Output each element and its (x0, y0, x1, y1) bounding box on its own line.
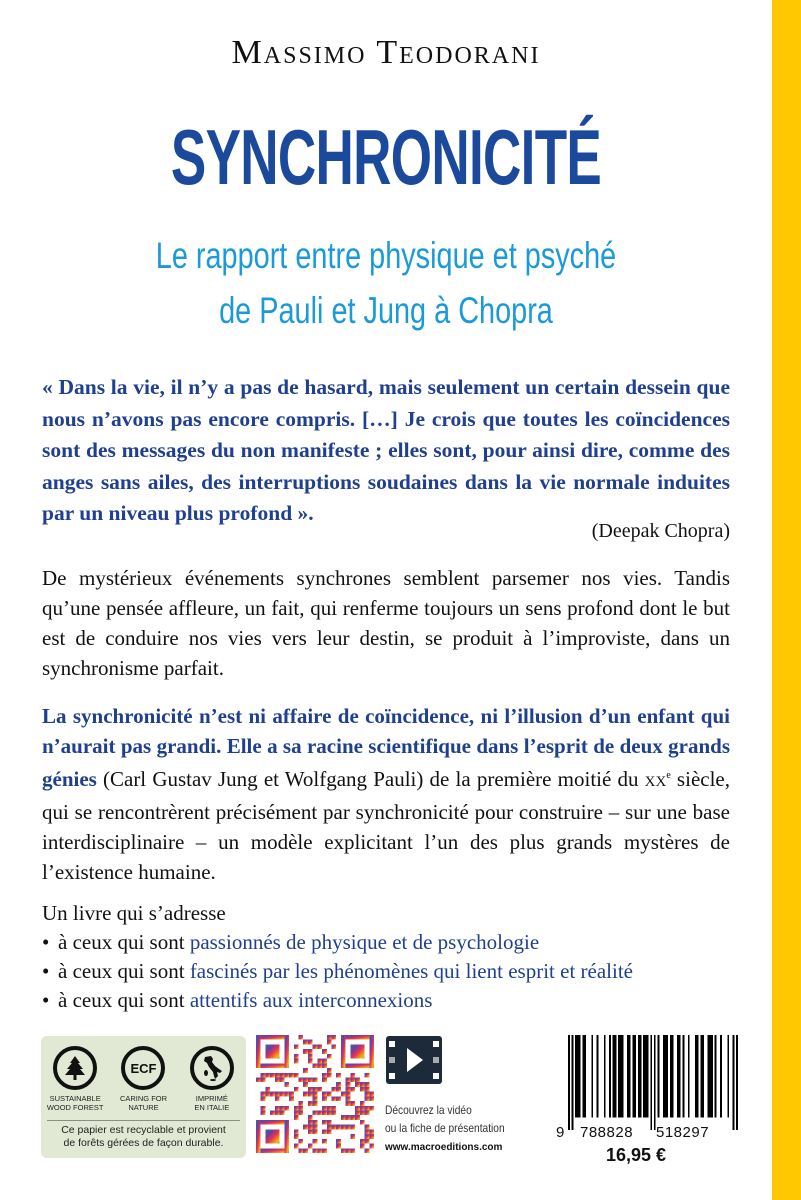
barcode-bar (697, 1035, 699, 1117)
barcode-bar (663, 1035, 665, 1117)
barcode-bar (575, 1035, 577, 1117)
list-item (42, 928, 742, 957)
barcode-bar (720, 1035, 722, 1117)
divider (47, 1120, 240, 1121)
video-caption-line-2: ou la fiche de présentation (385, 1121, 505, 1135)
eco-text-line-1: Ce papier est recyclable et provient (61, 1124, 226, 1136)
barcode-bar (709, 1035, 711, 1117)
barcode-bar (695, 1035, 697, 1117)
bullet-icon: • (42, 959, 50, 983)
barcode-bar (657, 1035, 659, 1117)
isbn-group-1: 788828 (580, 1124, 634, 1141)
barcode-bar (604, 1035, 606, 1117)
barcode-bar (591, 1035, 593, 1117)
barcode-bar (597, 1035, 599, 1117)
price-label: 16,95 € (606, 1145, 667, 1165)
barcode-bar (615, 1035, 617, 1117)
barcode-bar (579, 1035, 581, 1117)
italy-map-icon (190, 1046, 234, 1090)
epigraph-quote: « Dans la vie, il n’y a pas de hasard, mais seulement un certain dessein que nous n’avons pas encore compris. […] Je crois que toutes les coïncidences sont des messages du non manifeste ; elles sont, pour ainsi dire, comme des anges sans ailes, des interruptions soudaines dans la vie normale induites par un niveau plus profond ». (42, 375, 730, 525)
audience-list (42, 899, 742, 1015)
eco-badge-ecf (112, 1046, 174, 1112)
list-item-highlight: passionnés de physique et de psychologie (189, 930, 540, 954)
eco-label: CARING FOR (119, 1094, 168, 1103)
publisher-url[interactable]: www.macroeditions.com (385, 1142, 503, 1153)
barcode-bar (647, 1035, 649, 1117)
description-paragraph-2 (42, 701, 730, 887)
list-item-highlight: attentifs aux interconnexions (189, 988, 433, 1012)
barcode-bar (650, 1035, 652, 1130)
spine-color-band (772, 0, 801, 1200)
subtitle-line-1: Le rapport entre physique et psyché (155, 235, 617, 276)
barcode-bar (708, 1035, 710, 1117)
barcode-bar (672, 1035, 674, 1117)
paragraph-2-highlight: La synchronicité n’est ni affaire de coïncidence, ni l’illusion d’un enfant qui n’aurait pas grandi. Elle a sa racine scientifique dans l’esprit de deux grands génies (42, 704, 730, 791)
isbn-lead-digit: 9 (556, 1124, 565, 1141)
barcode-bar (715, 1035, 717, 1117)
barcode-bar (577, 1035, 579, 1117)
paragraph-2-text: (Carl Gustav Jung et Wolfgang Pauli) de la première moitié du (96, 767, 645, 791)
video-play-icon[interactable] (386, 1036, 442, 1084)
eco-label: EN ITALIE (194, 1103, 230, 1112)
century-numeral: XX (644, 774, 667, 790)
barcode-bar (622, 1035, 624, 1117)
list-item (42, 957, 742, 986)
list-item-prefix: à ceux qui sont (58, 959, 190, 983)
eco-text-line-2: de forêts gérées de façon durable. (63, 1137, 224, 1149)
barcode-bar (634, 1035, 636, 1117)
barcode-bar (629, 1035, 631, 1117)
barcode-bar (584, 1035, 586, 1117)
eco-badge-sustainable (44, 1046, 106, 1112)
barcode-bar (620, 1035, 622, 1117)
list-item-highlight: fascinés par les phénomènes qui lient esprit et réalité (189, 959, 633, 983)
list-item-prefix: à ceux qui sont (58, 930, 190, 954)
barcode-bar (643, 1035, 645, 1117)
video-caption (385, 1101, 505, 1137)
barcode-bar (736, 1035, 738, 1130)
bullet-icon: • (42, 988, 50, 1012)
quote-attribution: (Deepak Chopra) (591, 520, 730, 542)
barcode-bar (640, 1035, 642, 1117)
barcode-bar (645, 1035, 647, 1117)
author-name: Massimo Teodorani (231, 34, 541, 71)
barcode-bar (613, 1035, 615, 1117)
audience-intro: Un livre qui s’adresse (42, 901, 226, 925)
barcode-bar (670, 1035, 672, 1117)
barcode-bar (568, 1035, 570, 1130)
barcode-bar (727, 1035, 729, 1117)
barcode-bar (654, 1035, 656, 1130)
barcode-bar (582, 1035, 584, 1117)
barcode-bar (677, 1035, 679, 1117)
paragraph-2-text-end: siècle, qui se rencontrèrent précisément par synchronicité pour construire – sur une base interdisciplinaire – un modèle explicitant l’un des plus grands mystères de l’existence humaine. (42, 767, 730, 884)
barcode-bar (632, 1035, 634, 1117)
eco-label: SUSTAINABLE (49, 1094, 101, 1103)
eco-badge-italy (181, 1046, 243, 1112)
eco-label: WOOD FOREST (46, 1103, 104, 1112)
tree-icon (53, 1046, 97, 1090)
eco-label: IMPRIMÉ (195, 1094, 228, 1103)
barcode-bar (618, 1035, 620, 1117)
barcode-bar (572, 1035, 574, 1130)
barcode-bar (679, 1035, 681, 1117)
century-superscript: e (666, 770, 671, 781)
barcode-bar (702, 1035, 704, 1117)
list-item (42, 986, 742, 1015)
book-title: SYNCHRONICITÉ (170, 113, 602, 201)
barcode-bar (688, 1035, 690, 1117)
video-caption-line-1: Découvrez la vidéo (385, 1103, 472, 1117)
eco-certification-box (41, 1036, 246, 1158)
barcode-bar (609, 1035, 611, 1117)
barcode-bar (665, 1035, 667, 1117)
barcode-bar (733, 1035, 735, 1130)
description-paragraph-1: De mystérieux événements synchrones semblent parsemer nos vies. Tandis qu’une pensée affleure, un fait, qui renferme toujours un sens profond dont le but est de conduire nos vies vers leur destin, se produit à l’improviste, dans un synchronisme parfait. (42, 566, 730, 680)
qr-code[interactable] (256, 1034, 374, 1154)
bullet-icon: • (42, 930, 50, 954)
barcode-bar (627, 1035, 629, 1117)
barcode-bar (666, 1035, 668, 1117)
ecf-icon (121, 1046, 165, 1090)
barcode-bar (638, 1035, 640, 1117)
subtitle-line-2: de Pauli et Jung à Chopra (219, 290, 553, 331)
isbn-barcode (568, 1035, 738, 1130)
barcode-bar (700, 1035, 702, 1117)
isbn-group-2: 518297 (656, 1124, 710, 1141)
list-item-prefix: à ceux qui sont (58, 988, 190, 1012)
barcode-bar (711, 1035, 713, 1117)
barcode-bar (683, 1035, 685, 1117)
eco-label: NATURE (128, 1103, 159, 1112)
ecf-glyph: ECF (130, 1060, 157, 1076)
